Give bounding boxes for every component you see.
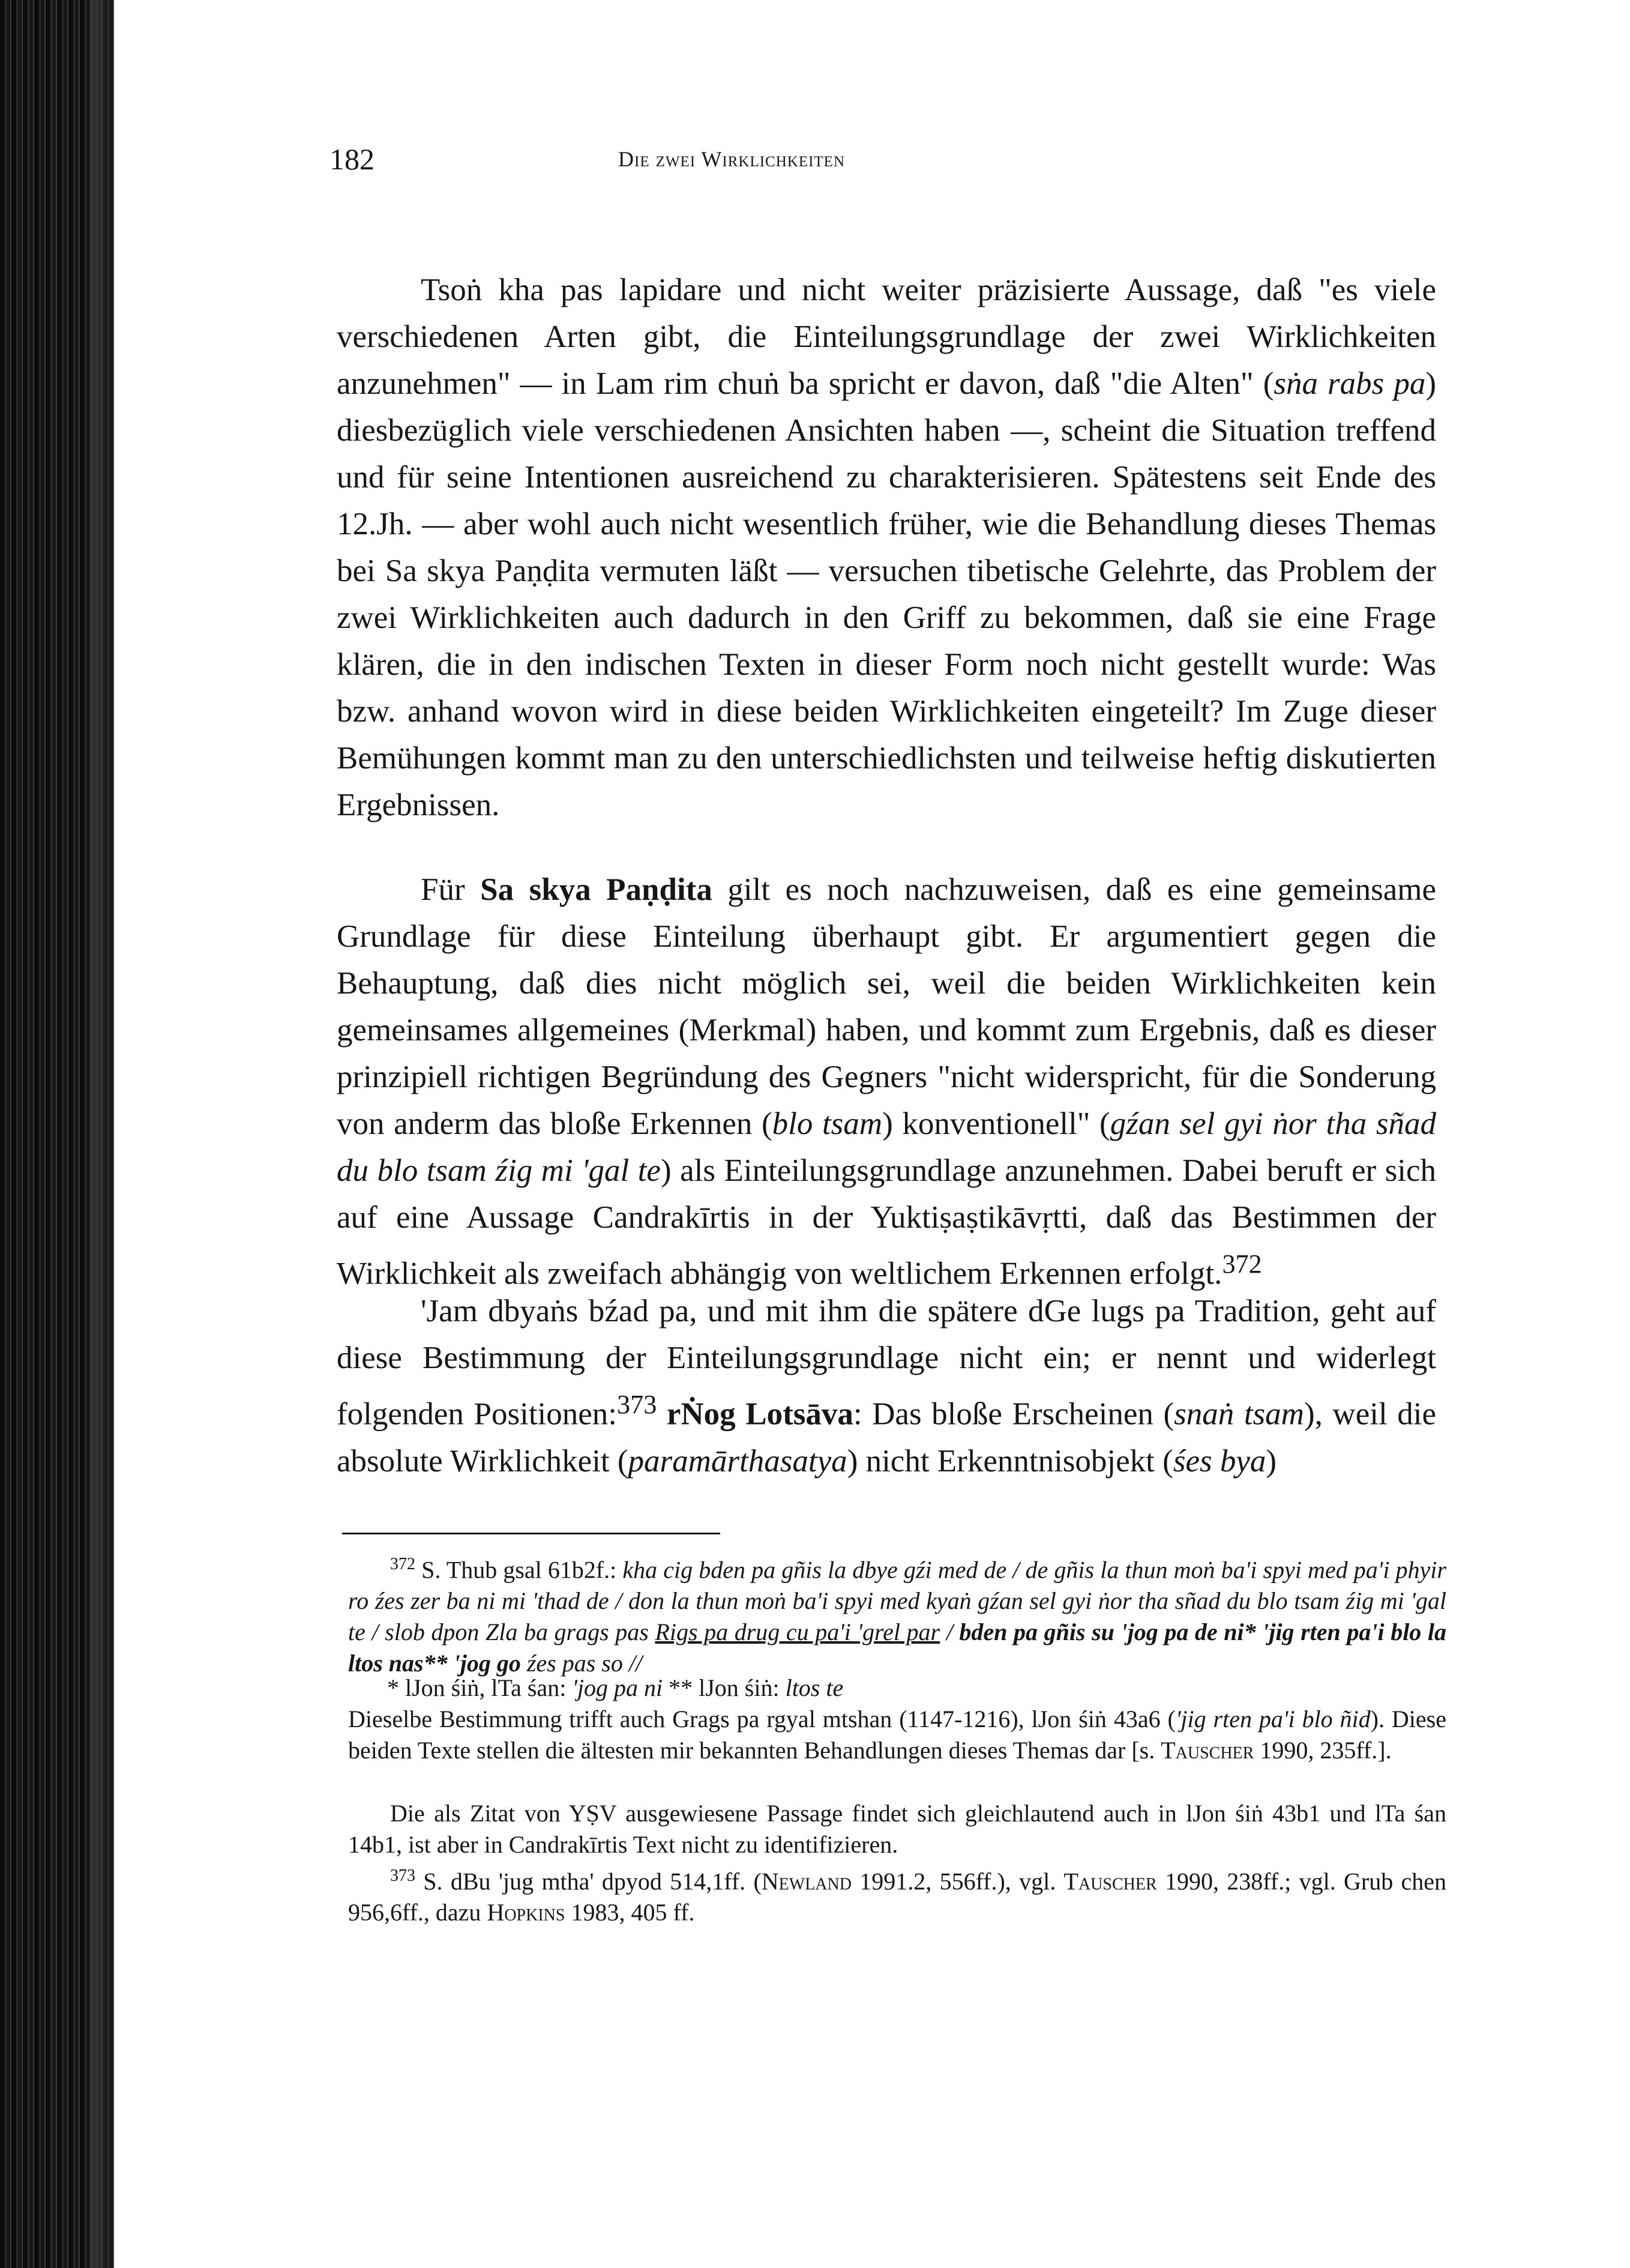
footnote-372-variants: * lJon śiṅ, lTa śan: 'jog pa ni ** lJon śiṅ: ltos te — [387, 1674, 844, 1701]
footnote-373: $^{373}$ S. dBu 'jug mtha' dpyod 514,1ff. (Newland 1991.2, 556ff.), vgl. Tauscher 1990, 238ff.; vgl. Grub chen 956,6ff., dazu Hopkins 1983, 405 ff. — [348, 1866, 1447, 1926]
footnote-372-continuation: Dieselbe Bestimmung trifft auch Grags pa rgyal mtshan (1147-1216), lJon śiṅ 43a6 ('jig rten pa'i blo ñid). Diese beiden Texte stellen die ältesten mir bekannten Behandlungen dieses Themas dar [s. Tauscher 1990, 235ff.]. — [348, 1706, 1446, 1764]
footnote-372-note: Die als Zitat von YṢV ausgewiesene Passage findet sich gleichlautend auch in lJon śiṅ 43b1 und lTa śan 14b1, ist aber in Candrakīrtis Text nicht zu identifizieren. — [348, 1800, 1446, 1858]
footnote-ref-373: 373 — [617, 1390, 657, 1419]
footnote-separator — [342, 1533, 720, 1534]
footnote-372: $^{372}$ S. Thub gsal 61b2f.: kha cig bden pa gñis la dbye gźi med de / de gñis la thun moṅ ba'i spyi med pa'i phyir ro źes zer ba ni mi 'thad de / don la thun moṅ ba'i spyi med kyaṅ gźan sel gyi ṅor tha sñad du blo tsam źig mi 'gal te / slob dpon Zla ba grags pas Rigs pa drug cu pa'i 'grel par / bden pa gñis su 'jog pa de ni* 'jig rten pa'i blo la ltos nas** 'jog go źes pas so // — [348, 1555, 1447, 1677]
page-number: 182 — [329, 142, 374, 176]
paragraph-2: Für Sa skya Paṇḍita gilt es noch nachzuweisen, daß es eine gemeinsame Grundlage für diese Einteilung überhaupt gibt. Er argumentiert gegen die Behauptung, daß dies nicht möglich sei, weil die beiden Wirklichkeiten kein gemeinsames allgemeines (Merkmal) haben, und kommt zum Ergebnis, daß es dieser prinzipiell richtigen Begründung des Gegners "nicht widerspricht, für die Sonderung von anderm das bloße Erkennen (blo tsam) konventionell" (gźan sel gyi ṅor tha sñad du blo tsam źig mi 'gal te) als Einteilungsgrundlage anzunehmen. Dabei beruft er sich auf eine Aussage Candrakīrtis in der Yuktiṣaṣtikāvṛtti, daß das Bestimmen der Wirklichkeit als zweifach abhängig von weltlichem Erkennen erfolgt.$^{372}$ — [337, 872, 1436, 1291]
paragraph-1: Tsoṅ kha pas lapidare und nicht weiter präzisierte Aussage, daß "es viele verschiedenen Arten gibt, die Einteilungsgrundlage der zwei Wirklichkeiten anzunehmen" — in Lam rim chuṅ ba spricht er davon, daß "die Alten" (sṅa rabs pa) diesbezüglich viele verschiedenen Ansichten haben —, scheint die Situation treffend und für seine Intentionen ausreichend zu charakterisieren. Spätestens seit Ende des 12.Jh. — aber wohl auch nicht wesentlich früher, wie die Behandlung dieses Themas bei Sa skya Paṇḍita vermuten läßt — versuchen tibetische Gelehrte, das Problem der zwei Wirklichkeiten auch dadurch in den Griff zu bekommen, daß sie eine Frage klären, die in den indischen Texten in dieser Form noch nicht gestellt wurde: Was bzw. anhand wovon wird in diese beiden Wirklichkeiten eingeteilt? Im Zuge dieser Bemühungen kommt man zu den unterschiedlichsten und teilweise heftig diskutierten Ergebnissen. — [337, 273, 1436, 822]
footnote-ref-372: 372 — [1222, 1249, 1262, 1279]
running-head: Die zwei Wirklichkeiten — [618, 147, 846, 171]
paragraph-3: 'Jam dbyaṅs bźad pa, und mit ihm die spätere dGe lugs pa Tradition, geht auf diese Bestimmung der Einteilungsgrundlage nicht ein; er nennt und widerlegt folgenden Positionen:$^{373}$ rṄog Lotsāva: Das bloße Erscheinen (snaṅ tsam), weil die absolute Wirklichkeit (paramārthasatya) nicht Erkenntnisobjekt (śes bya) — [337, 1294, 1436, 1479]
spine-edge-gradient — [90, 0, 114, 2268]
